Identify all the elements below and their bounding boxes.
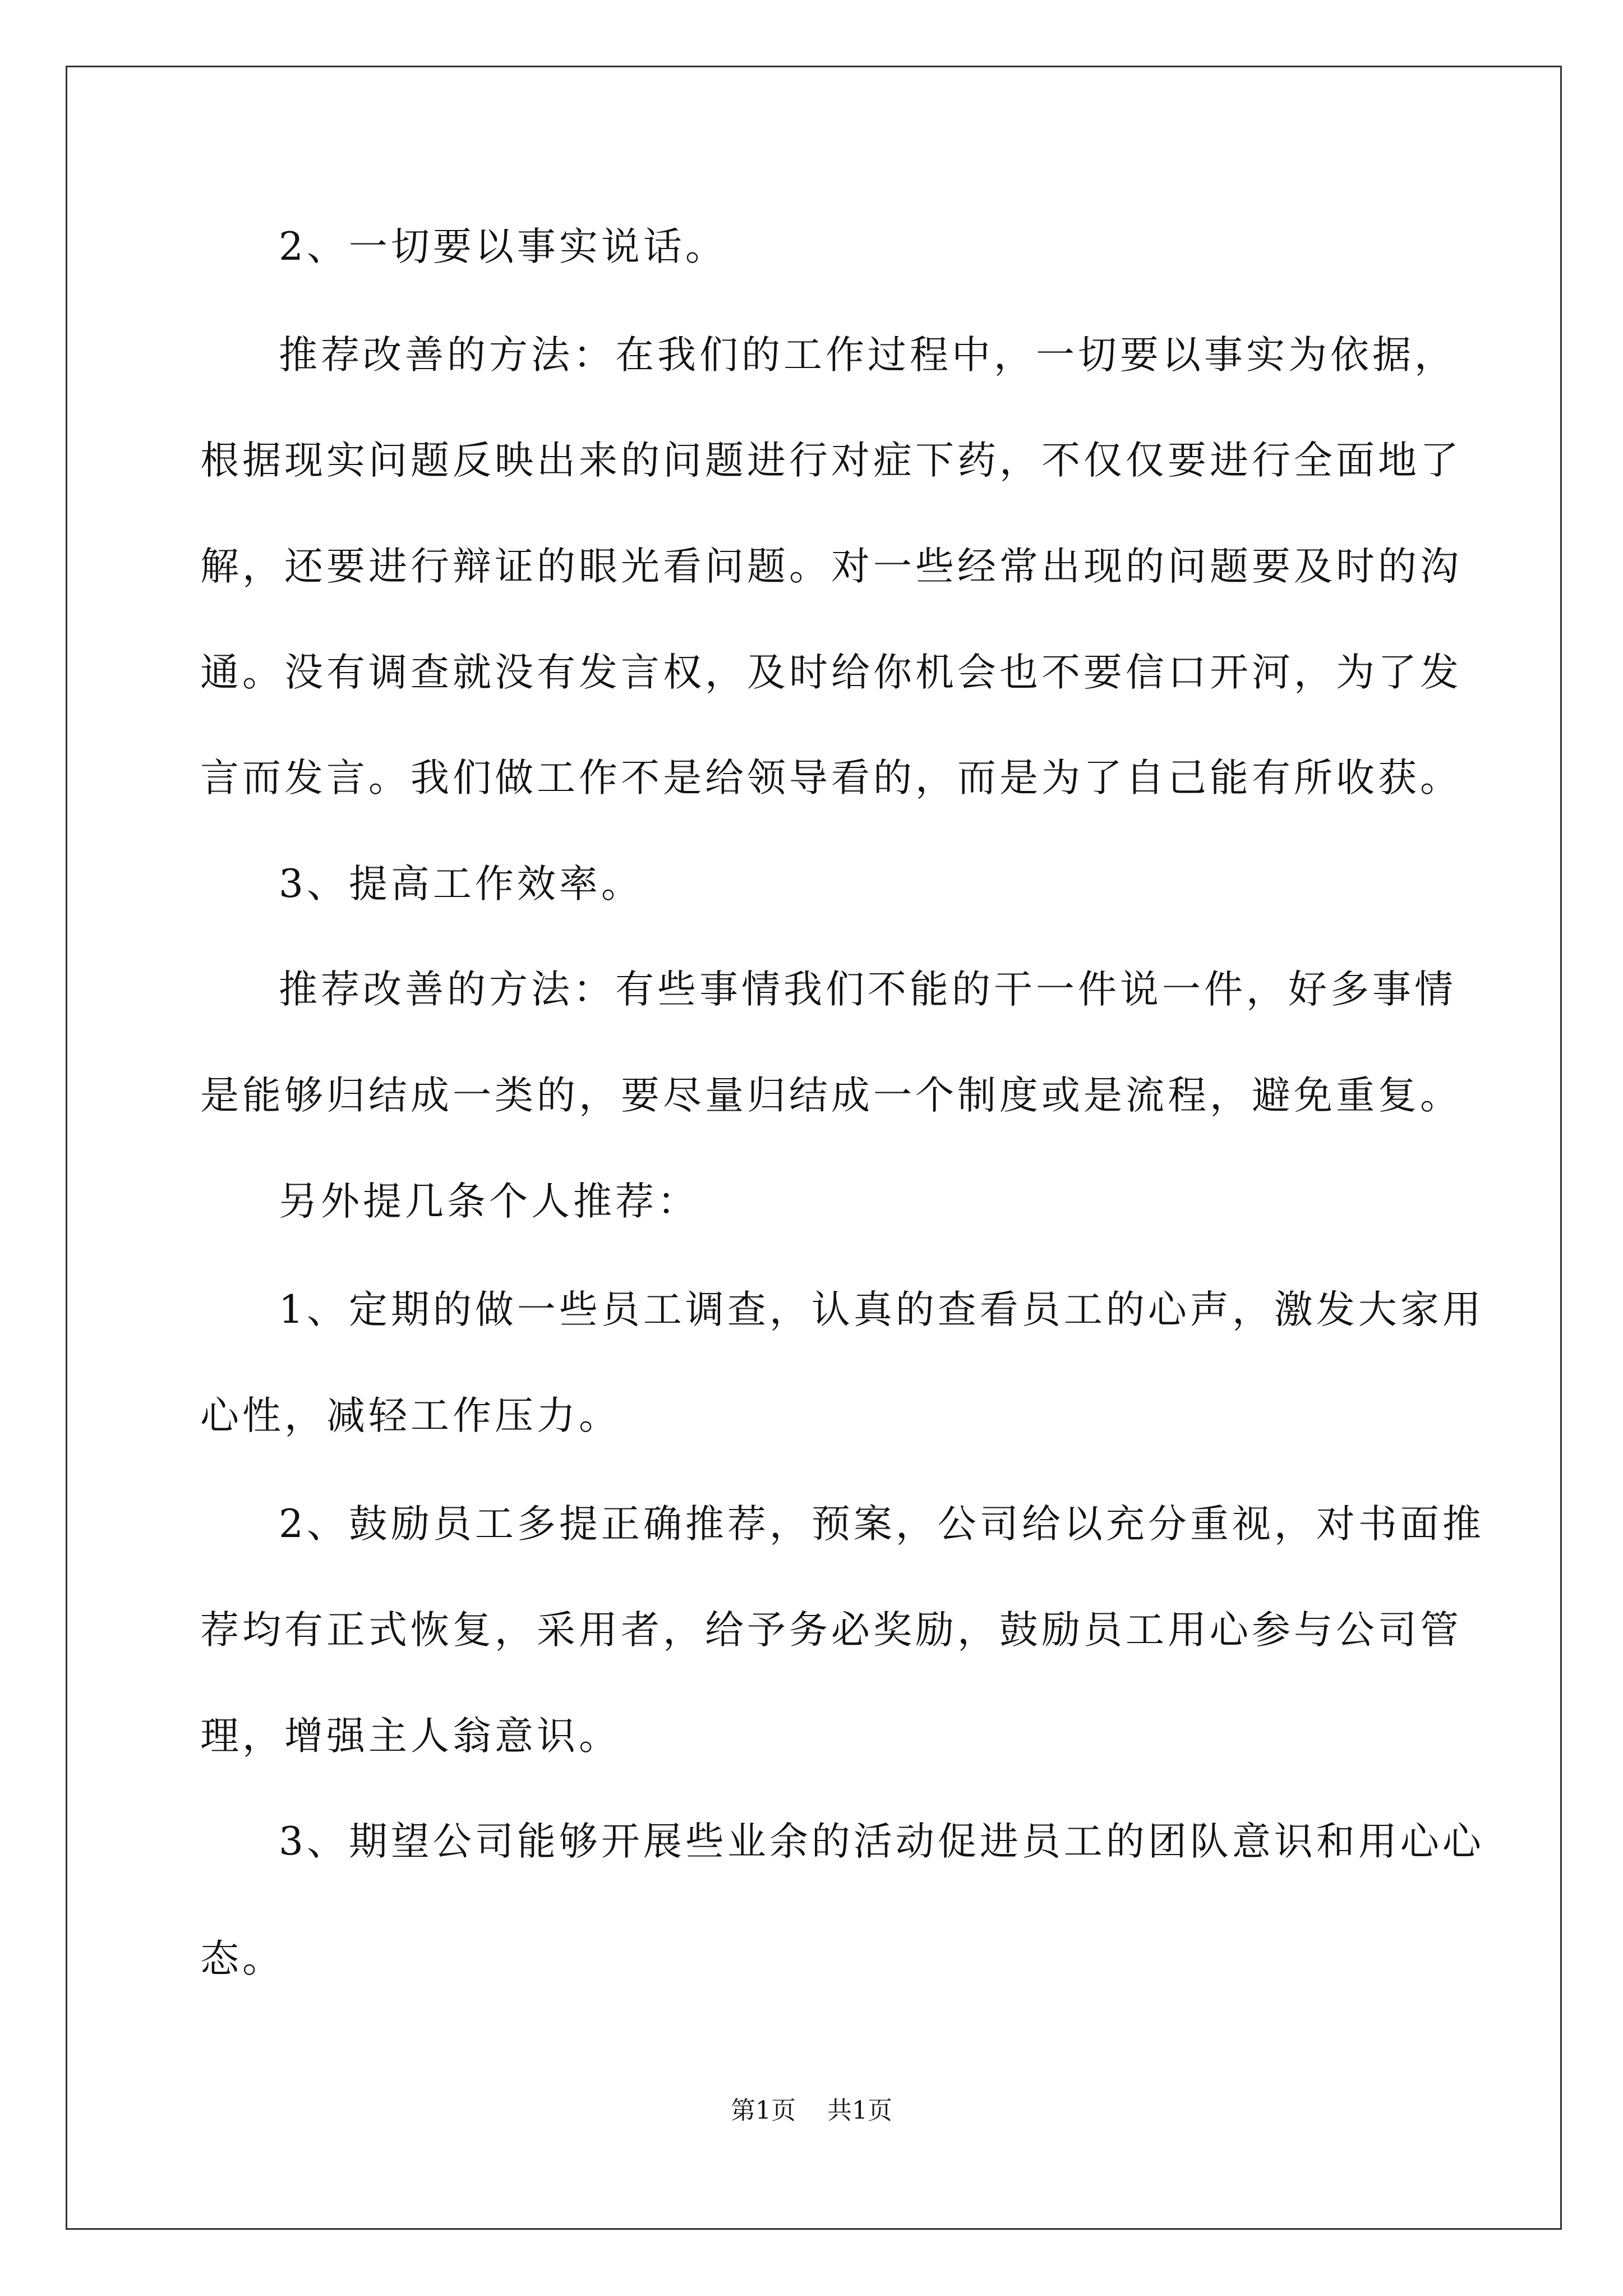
page-border: [66, 66, 1562, 2230]
suggestion-2-line: 荐均有正式恢复，采用者，给予务必奖励，鼓励员工用心参与公司管: [200, 1608, 1462, 1653]
suggestion-2-line: 2、鼓励员工多提正确推荐，预案，公司给以充分重视，对书面推: [279, 1502, 1484, 1547]
paragraph-line: 言而发言。我们做工作不是给领导看的，而是为了自己能有所收获。: [200, 756, 1462, 800]
paragraph-line: 推荐改善的方法：在我们的工作过程中，一切要以事实为依据，: [279, 333, 1456, 378]
paragraph-line: 根据现实问题反映出来的问题进行对症下药，不仅仅要进行全面地了: [200, 438, 1462, 483]
paragraph-line: 解，还要进行辩证的眼光看问题。对一些经常出现的问题要及时的沟: [200, 544, 1462, 589]
paragraph-line: 推荐改善的方法：有些事情我们不能的干一件说一件，好多事情: [279, 967, 1456, 1012]
point-3-heading: 3、提高工作效率。: [279, 862, 643, 907]
page-number: 第1页: [731, 2096, 796, 2125]
suggestion-3-line: 态。: [200, 1936, 284, 1981]
point-2-heading: 2、一切要以事实说话。: [279, 224, 727, 269]
paragraph-line: 是能够归结成一类的，要尽量归结成一个制度或是流程，避免重复。: [200, 1073, 1462, 1118]
suggestion-2-line: 理，增强主人翁意识。: [200, 1714, 621, 1759]
page-footer: [0, 2095, 1623, 2127]
suggestion-1-line: 1、定期的做一些员工调查，认真的查看员工的心声，激发大家用: [279, 1287, 1484, 1332]
suggestions-heading: 另外提几条个人推荐：: [279, 1179, 699, 1224]
total-pages: 共1页: [827, 2096, 892, 2125]
suggestion-3-line: 3、期望公司能够开展些业余的活动促进员工的团队意识和用心心: [279, 1819, 1484, 1864]
suggestion-1-line: 心性，减轻工作压力。: [200, 1393, 621, 1438]
paragraph-line: 通。没有调查就没有发言权，及时给你机会也不要信口开河，为了发: [200, 650, 1462, 695]
